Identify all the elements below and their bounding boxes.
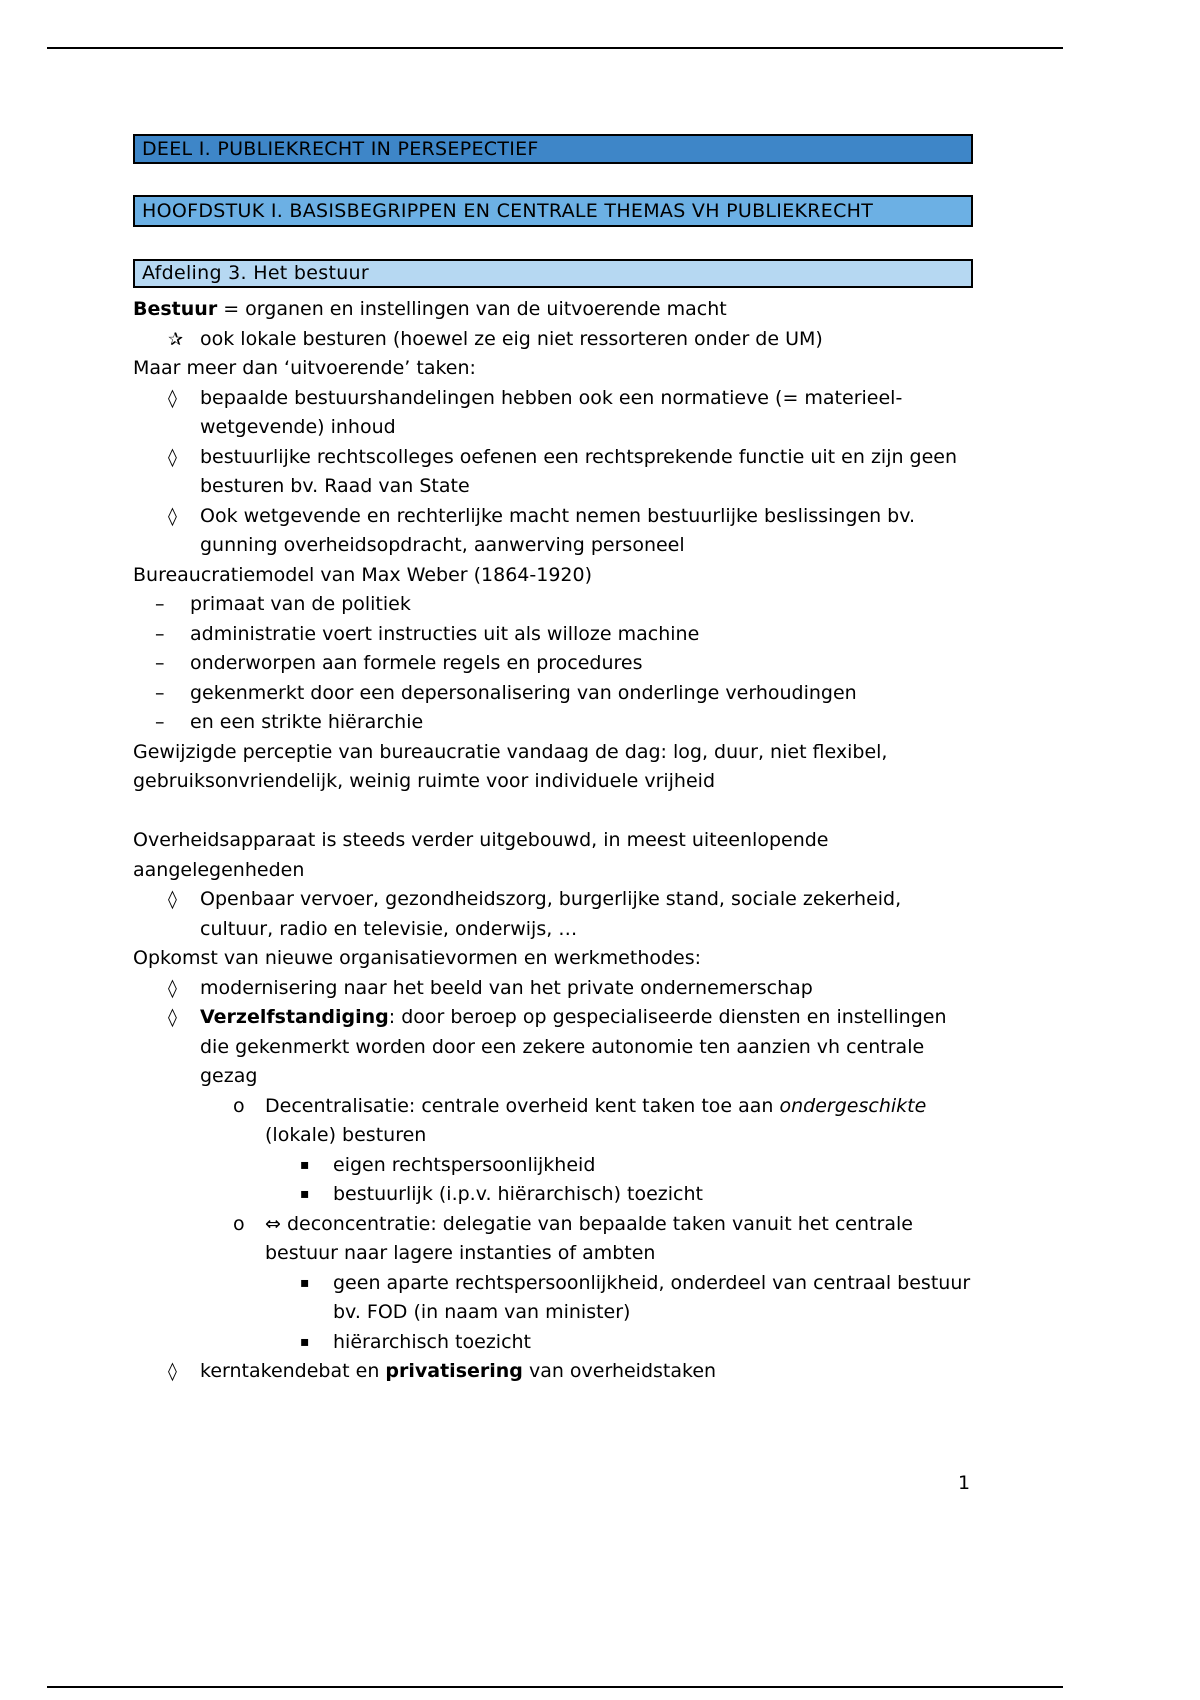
- circle-bullet-icon: o: [233, 1094, 245, 1117]
- star-bullet-icon: ✰: [168, 328, 184, 350]
- paragraph-text: [190, 679, 973, 709]
- paragraph-text: [200, 974, 973, 1004]
- list-item: [133, 620, 973, 650]
- paragraph-text: [133, 354, 973, 384]
- list-item: [133, 708, 973, 738]
- text-paragraph: [133, 826, 973, 885]
- paragraph-text: [333, 1180, 973, 1210]
- plain-text: eigen rechtspersoonlijkheid: [333, 1153, 596, 1176]
- list-item: [133, 885, 973, 944]
- list-item: [133, 1357, 973, 1387]
- paragraph-text: [190, 708, 973, 738]
- plain-text: geen aparte rechtspersoonlijkheid, onderdeel van centraal bestuur bv. FOD (in naam van minister): [333, 1271, 971, 1323]
- plain-text: Openbaar vervoer, gezondheidszorg, burgerlijke stand, sociale zekerheid, cultuur, radio en televisie, onderwijs, …: [200, 888, 902, 940]
- plain-text: : door beroep op gespecialiseerde diensten en instellingen die gekenmerkt worden door een zekere autonomie ten aanzien vh centrale gezag: [200, 1006, 947, 1087]
- square-bullet-icon: ▪: [300, 1274, 310, 1291]
- dash-bullet-icon: –: [155, 652, 165, 674]
- paragraph-text: [333, 1328, 973, 1358]
- paragraph-text: [200, 1357, 973, 1387]
- bold-text: Bestuur: [133, 298, 218, 320]
- square-bullet-icon: ▪: [300, 1333, 310, 1350]
- paragraph-text: [200, 1003, 973, 1092]
- list-item: [133, 325, 973, 355]
- paragraph-text: [190, 649, 973, 679]
- plain-text: = organen en instellingen van de uitvoerende macht: [217, 298, 727, 320]
- plain-text: bestuurlijke rechtscolleges oefenen een rechtsprekende functie uit en zijn geen besturen bv. Raad van State: [200, 445, 958, 497]
- paragraph-text: [200, 384, 973, 443]
- list-item: [133, 1269, 973, 1328]
- dash-bullet-icon: –: [155, 681, 165, 704]
- plain-text: ook lokale besturen (hoewel ze eig niet ressorteren onder de UM): [200, 327, 823, 350]
- plain-text: primaat van de politiek: [190, 593, 411, 615]
- paragraph-text: [200, 885, 973, 944]
- plain-text: kerntakendebat en: [200, 1360, 386, 1382]
- text-paragraph: [133, 295, 973, 325]
- text-paragraph: [133, 738, 973, 797]
- plain-text: Overheidsapparaat is steeds verder uitgebouwd, in meest uiteenlopende aangelegenheden: [133, 829, 829, 881]
- paragraph-text: [200, 325, 973, 355]
- heading-deel: DEEL I. PUBLIEKRECHT IN PERSEPECTIEF: [133, 134, 973, 164]
- dash-bullet-icon: –: [155, 622, 165, 645]
- plain-text: bepaalde bestuurshandelingen hebben ook een normatieve (= materieel-wetgevende) inhoud: [200, 386, 903, 438]
- top-rule: [47, 47, 1063, 49]
- bottom-rule: [47, 1686, 1063, 1688]
- bold-text: Verzelfstandiging: [200, 1006, 389, 1028]
- dash-bullet-icon: –: [155, 593, 165, 615]
- plain-text: Maar meer dan ‘uitvoerende’ taken:: [133, 357, 476, 379]
- list-item: [133, 502, 973, 561]
- paragraph-text: [200, 502, 973, 561]
- plain-text: modernisering naar het beeld van het private ondernemerschap: [200, 976, 813, 999]
- blank-line: [133, 797, 973, 827]
- paragraph-text: [200, 443, 973, 502]
- paragraph-text: [333, 1151, 973, 1181]
- square-bullet-icon: ▪: [300, 1186, 310, 1202]
- paragraph-text: [265, 1210, 973, 1269]
- paragraph-text: [333, 1269, 973, 1328]
- plain-text: en een strikte hiërarchie: [190, 711, 424, 733]
- list-item: [133, 1092, 973, 1151]
- heading-hoofdstuk: HOOFDSTUK I. BASISBEGRIPPEN EN CENTRALE THEMAS VH PUBLIEKRECHT: [133, 195, 973, 227]
- text-paragraph: [133, 561, 973, 591]
- plain-text: (lokale) besturen: [265, 1124, 427, 1146]
- plain-text: bestuurlijk (i.p.v. hiërarchisch) toezicht: [333, 1183, 703, 1205]
- list-item: [133, 974, 973, 1004]
- plain-text: Decentralisatie: centrale overheid kent taken toe aan: [265, 1094, 780, 1117]
- list-item: [133, 443, 973, 502]
- dash-bullet-icon: –: [155, 711, 165, 733]
- square-bullet-icon: ▪: [300, 1156, 310, 1173]
- paragraph-text: [133, 826, 973, 885]
- page-number: 1: [958, 1472, 971, 1494]
- plain-text: Ook wetgevende en rechterlijke macht nemen bestuurlijke beslissingen bv. gunning overheidsopdracht, aanwerving personeel: [200, 504, 916, 556]
- plain-text: hiërarchisch toezicht: [333, 1330, 532, 1353]
- text-paragraph: [133, 944, 973, 974]
- paragraph-text: [133, 295, 973, 325]
- content-area: [133, 134, 973, 1387]
- plain-text: Gewijzigde perceptie van bureaucratie vandaag de dag: log, duur, niet flexibel, gebruiksonvriendelijk, weinig ruimte voor individuele vrijheid: [133, 740, 888, 792]
- paragraph-text: [133, 738, 973, 797]
- bold-text: privatisering: [385, 1360, 523, 1382]
- paragraph-text: [190, 590, 973, 620]
- diamond-bullet-icon: ◊: [168, 977, 177, 999]
- text-paragraph: [133, 354, 973, 384]
- plain-text: gekenmerkt door een depersonalisering van onderlinge verhoudingen: [190, 681, 857, 704]
- list-item: [133, 1210, 973, 1269]
- list-item: [133, 1151, 973, 1181]
- paragraph-text: [265, 1092, 973, 1151]
- paragraph-text: [190, 620, 973, 650]
- diamond-bullet-icon: ◊: [168, 505, 177, 527]
- plain-text: Opkomst van nieuwe organisatievormen en werkmethodes:: [133, 947, 702, 969]
- plain-text: onderworpen aan formele regels en procedures: [190, 652, 643, 674]
- plain-text: administratie voert instructies uit als willoze machine: [190, 622, 700, 645]
- list-item: [133, 384, 973, 443]
- heading-afdeling: Afdeling 3. Het bestuur: [133, 259, 973, 288]
- diamond-bullet-icon: ◊: [168, 1007, 177, 1028]
- diamond-bullet-icon: ◊: [168, 889, 177, 910]
- document-body: [133, 295, 973, 1387]
- list-item: [133, 1180, 973, 1210]
- paragraph-text: [133, 561, 973, 591]
- circle-bullet-icon: o: [233, 1212, 245, 1235]
- list-item: [133, 649, 973, 679]
- list-item: [133, 1003, 973, 1092]
- plain-text: Bureaucratiemodel van Max Weber (1864-1920): [133, 563, 593, 586]
- italic-text: ondergeschikte: [779, 1094, 927, 1117]
- list-item: [133, 590, 973, 620]
- plain-text: ⇔ deconcentratie: delegatie van bepaalde taken vanuit het centrale bestuur naar lagere instanties of ambten: [265, 1212, 913, 1264]
- list-item: [133, 1328, 973, 1358]
- diamond-bullet-icon: ◊: [168, 446, 177, 468]
- paragraph-text: [133, 944, 973, 974]
- diamond-bullet-icon: ◊: [168, 387, 177, 409]
- list-item: [133, 679, 973, 709]
- diamond-bullet-icon: ◊: [168, 1361, 177, 1382]
- plain-text: van overheidstaken: [522, 1360, 717, 1382]
